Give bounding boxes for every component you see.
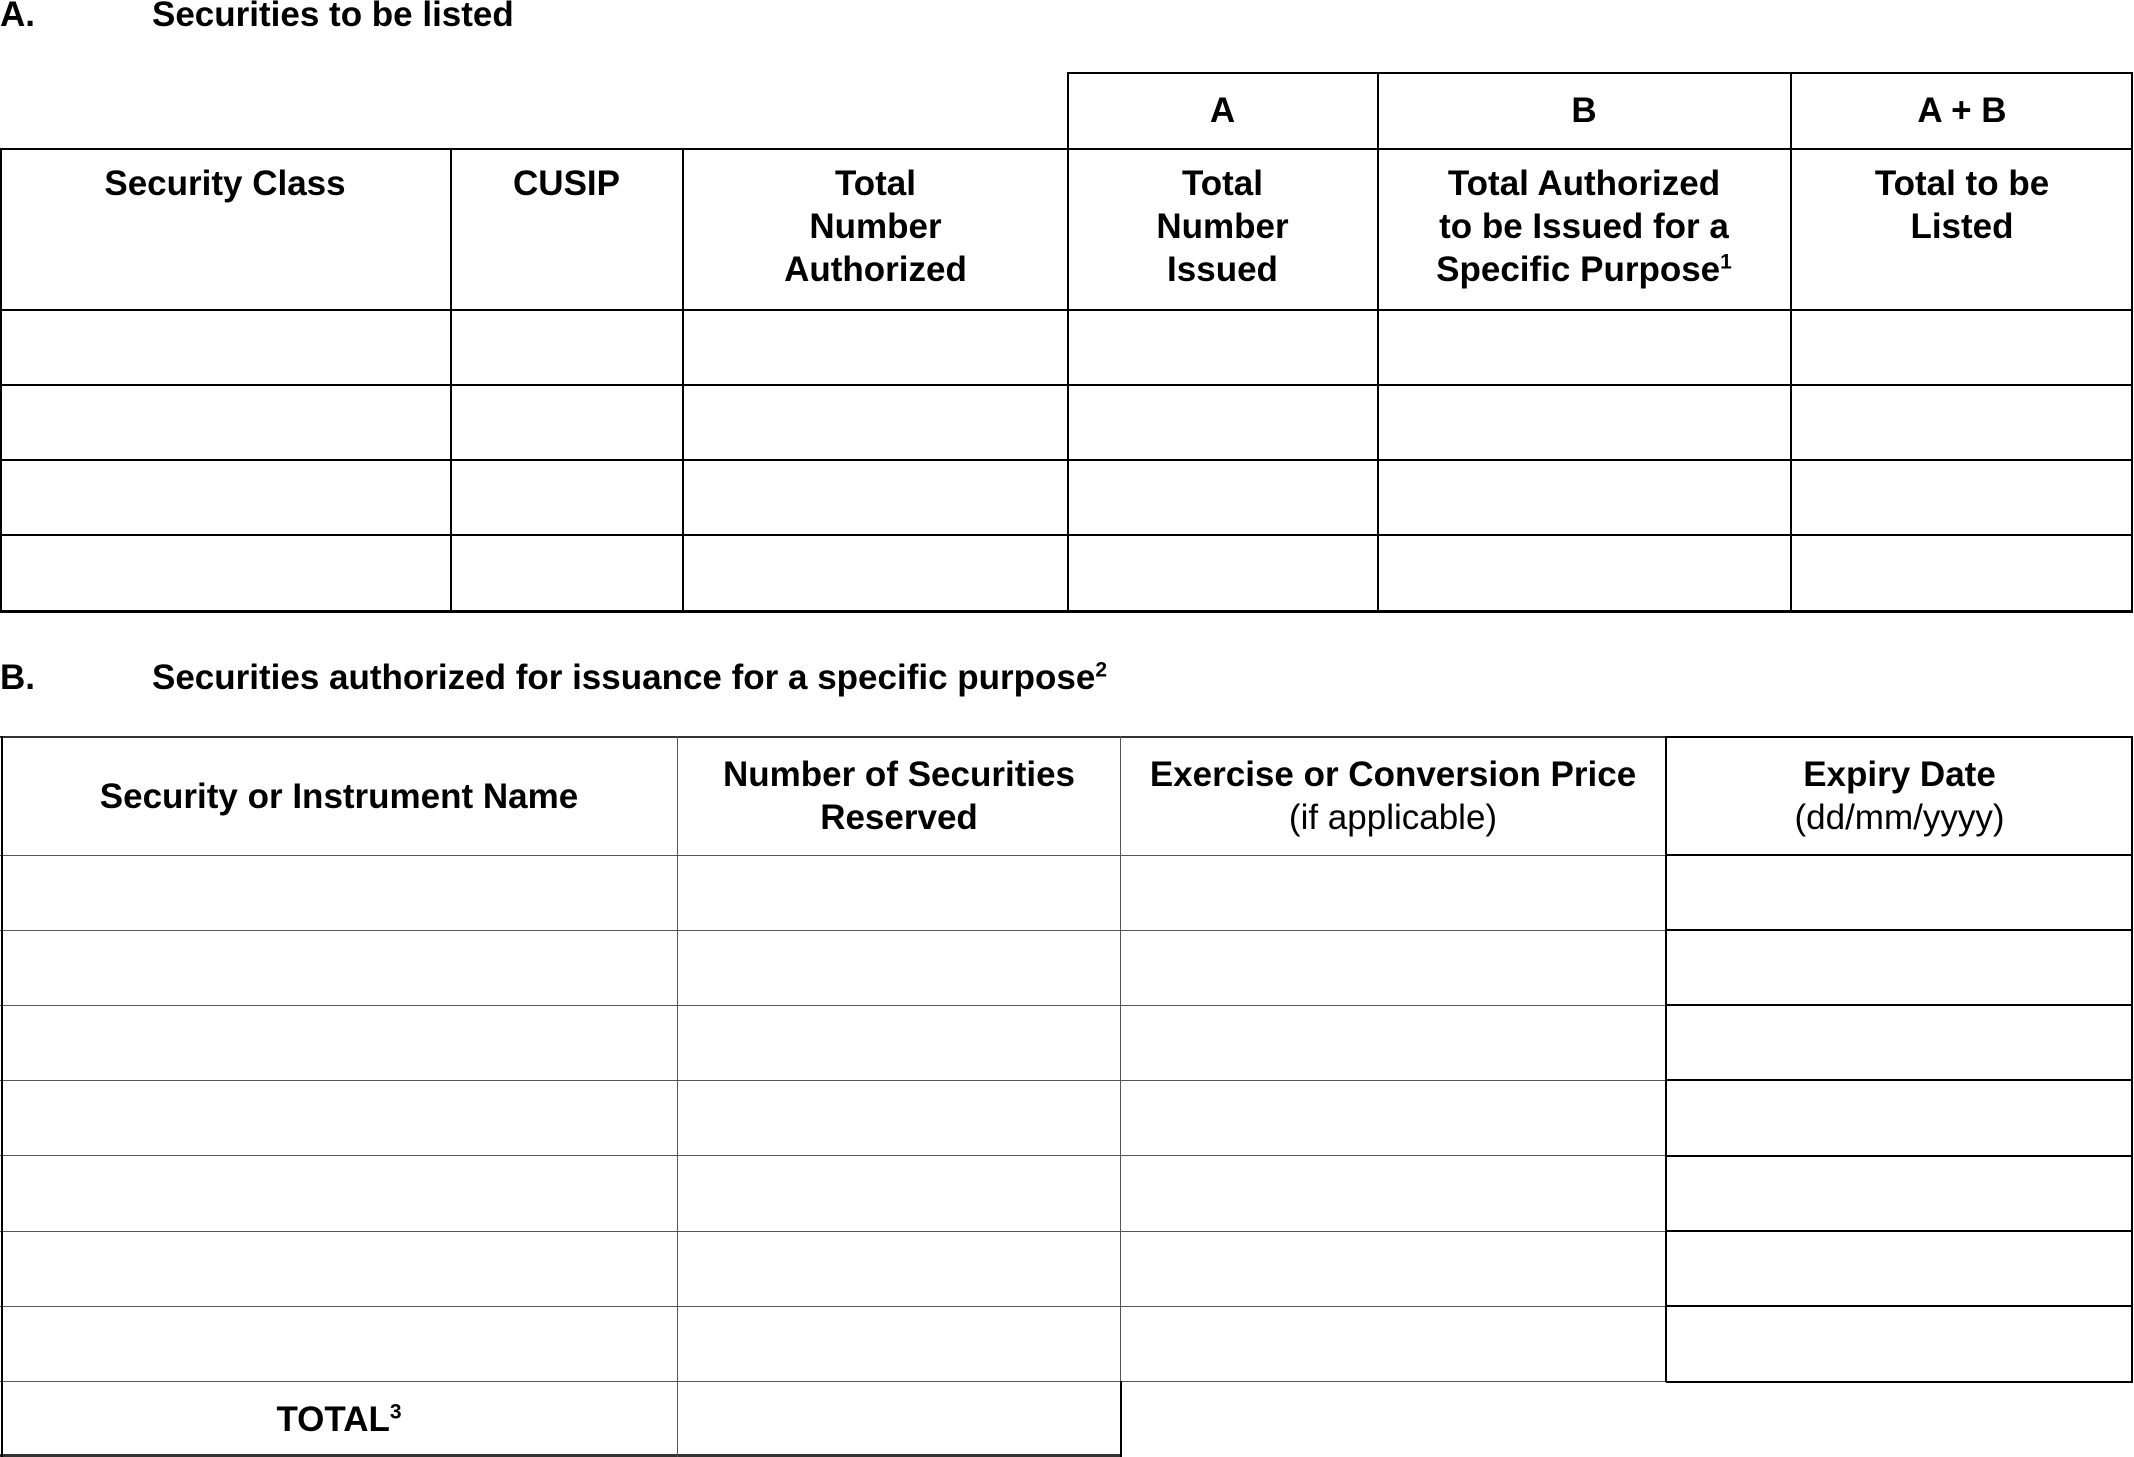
section-a-title: Securities to be listed — [152, 0, 514, 34]
table-border — [1665, 736, 1667, 1382]
table-border — [1666, 1155, 2133, 1157]
table-border — [0, 1155, 1666, 1156]
table-border — [1666, 929, 2133, 931]
table-border — [0, 1005, 1666, 1006]
table-border — [1068, 72, 2133, 74]
column-header-security-or-instrument-name: Security or Instrument Name — [99, 776, 579, 816]
cell-total-authorized-specific-purpose[interactable] — [1377, 385, 1791, 460]
table-border — [1666, 1381, 2133, 1383]
table-border — [1666, 736, 2133, 738]
cell-expiry-date[interactable] — [1666, 1231, 2133, 1306]
table-border — [2131, 736, 2133, 1382]
table-border — [0, 1381, 1666, 1382]
table-border — [1377, 72, 1379, 612]
table-border — [1790, 72, 1792, 612]
cell-instrument-name[interactable] — [0, 1231, 678, 1306]
cell-exercise-price[interactable] — [1120, 1231, 1666, 1306]
cell-cusip[interactable] — [450, 310, 683, 385]
cell-securities-reserved[interactable] — [678, 1156, 1120, 1231]
cell-total-number-issued[interactable] — [1068, 385, 1377, 460]
table-border — [1120, 1381, 1122, 1457]
cell-security-class[interactable] — [0, 535, 450, 611]
cell-exercise-price[interactable] — [1120, 1156, 1666, 1231]
cell-expiry-date[interactable] — [1666, 930, 2133, 1005]
cell-exercise-price[interactable] — [1120, 855, 1666, 930]
column-header-number-of-securities-reserved: Number of Securities Reserved — [722, 755, 1076, 837]
table-border — [0, 1231, 1666, 1232]
cell-total-to-be-listed[interactable] — [1791, 460, 2133, 535]
column-header-cusip: CUSIP — [513, 164, 620, 203]
column-header-total-authorized-specific-purpose: Total Authorized to be Issued for a Specific Purpose$^1$ — [1436, 164, 1732, 289]
column-header-security-class: Security Class — [104, 164, 346, 203]
cell-exercise-price[interactable] — [1120, 1080, 1666, 1156]
cell-total-number-authorized[interactable] — [683, 310, 1068, 385]
column-header-expiry-date: Expiry Date (dd/mm/yyyy) — [1794, 755, 2005, 837]
table-border — [1666, 1079, 2133, 1081]
cell-security-class[interactable] — [0, 460, 450, 535]
cell-expiry-date[interactable] — [1666, 1005, 2133, 1080]
group-header-a-plus-b: A + B — [1917, 91, 2007, 130]
cell-instrument-name[interactable] — [0, 1080, 678, 1156]
cell-instrument-name[interactable] — [0, 930, 678, 1005]
table-border — [0, 736, 1666, 738]
cell-instrument-name[interactable] — [0, 1005, 678, 1080]
cell-security-class[interactable] — [0, 385, 450, 460]
table-border — [1067, 72, 1069, 612]
footnote-2: 2 — [1095, 658, 1108, 682]
cell-expiry-date[interactable] — [1666, 1156, 2133, 1231]
column-header-exercise-or-conversion-price: Exercise or Conversion Price (if applicable) — [1149, 755, 1637, 837]
table-border — [450, 148, 452, 612]
section-b-letter: B. — [0, 658, 35, 697]
total-label: TOTAL$^3$ — [276, 1400, 402, 1439]
group-header-a: A — [1209, 91, 1236, 130]
cell-cusip[interactable] — [450, 535, 683, 611]
table-border — [1666, 1305, 2133, 1307]
section-b-title: Securities authorized for issuance for a specific purpose$^2$ — [152, 658, 1108, 697]
cell-cusip[interactable] — [450, 385, 683, 460]
cell-exercise-price[interactable] — [1120, 1306, 1666, 1382]
cell-total-number-issued[interactable] — [1068, 310, 1377, 385]
total-value-cell[interactable] — [678, 1382, 1120, 1457]
cell-securities-reserved[interactable] — [678, 1306, 1120, 1382]
cell-total-number-issued[interactable] — [1068, 535, 1377, 611]
table-border — [0, 148, 2, 612]
cell-expiry-date[interactable] — [1666, 1080, 2133, 1156]
cell-security-class[interactable] — [0, 310, 450, 385]
table-border — [0, 930, 1666, 931]
cell-total-authorized-specific-purpose[interactable] — [1377, 310, 1791, 385]
cell-total-number-authorized[interactable] — [683, 460, 1068, 535]
cell-total-number-issued[interactable] — [1068, 460, 1377, 535]
group-header-b: B — [1571, 91, 1597, 130]
cell-securities-reserved[interactable] — [678, 855, 1120, 930]
table-border — [1, 736, 3, 1457]
cell-expiry-date[interactable] — [1666, 1306, 2133, 1382]
table-border — [0, 1306, 1666, 1307]
cell-securities-reserved[interactable] — [678, 930, 1120, 1005]
table-border — [0, 1080, 1666, 1081]
cell-exercise-price[interactable] — [1120, 930, 1666, 1005]
cell-total-number-authorized[interactable] — [683, 385, 1068, 460]
cell-total-to-be-listed[interactable] — [1791, 535, 2133, 611]
column-header-total-to-be-listed: Total to be Listed — [1874, 164, 2050, 246]
cell-securities-reserved[interactable] — [678, 1005, 1120, 1080]
table-border — [1666, 854, 2133, 856]
table-border — [1666, 1004, 2133, 1006]
cell-instrument-name[interactable] — [0, 1306, 678, 1382]
table-border — [1120, 736, 1121, 1382]
table-border — [682, 148, 684, 612]
table-border — [0, 855, 1666, 856]
cell-expiry-date[interactable] — [1666, 855, 2133, 930]
column-header-total-number-authorized: Total Number Authorized — [784, 164, 967, 289]
column-header-total-number-issued: Total Number Issued — [1156, 164, 1289, 289]
cell-securities-reserved[interactable] — [678, 1231, 1120, 1306]
footnote-3: 3 — [389, 1400, 402, 1424]
footnote-1: 1 — [1720, 250, 1732, 274]
cell-total-authorized-specific-purpose[interactable] — [1377, 535, 1791, 611]
table-border — [1666, 1230, 2133, 1232]
cell-securities-reserved[interactable] — [678, 1080, 1120, 1156]
cell-exercise-price[interactable] — [1120, 1005, 1666, 1080]
cell-total-to-be-listed[interactable] — [1791, 385, 2133, 460]
cell-instrument-name[interactable] — [0, 855, 678, 930]
section-a-letter: A. — [0, 0, 35, 34]
table-border — [677, 736, 678, 1457]
cell-total-to-be-listed[interactable] — [1791, 310, 2133, 385]
cell-total-number-authorized[interactable] — [683, 535, 1068, 611]
cell-instrument-name[interactable] — [0, 1156, 678, 1231]
cell-cusip[interactable] — [450, 460, 683, 535]
cell-total-authorized-specific-purpose[interactable] — [1377, 460, 1791, 535]
table-border — [2131, 72, 2133, 612]
